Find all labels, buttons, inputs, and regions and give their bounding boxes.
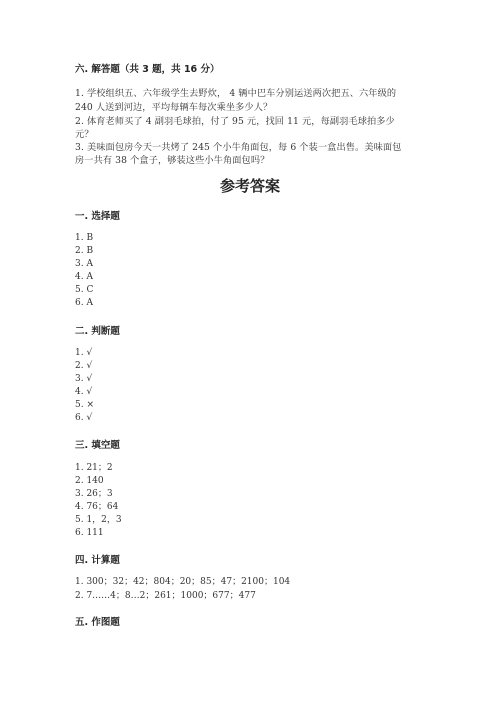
answer-item: 5. 1，2，3	[75, 515, 122, 525]
answers-section-heading: 四. 计算题	[75, 555, 120, 566]
answers-section-heading: 二. 判断题	[75, 326, 120, 337]
answer-item: 4. A	[75, 272, 93, 282]
answers-section-heading: 三. 填空题	[75, 440, 120, 451]
answer-item: 1. B	[75, 233, 94, 243]
answer-item: 4. 76；64	[75, 502, 119, 512]
answer-item: 3. 26；3	[75, 489, 113, 499]
answer-item: 1. 21；2	[75, 463, 113, 473]
answer-item: 2. 140	[75, 476, 104, 486]
answers-section-heading: 五. 作图题	[75, 617, 120, 628]
answer-item: 6. A	[75, 298, 93, 308]
answer-item: 3. √	[75, 374, 93, 384]
answers-section-heading: 一. 选择题	[75, 211, 120, 222]
question-3-line-2: 房一共有 38 个盒子，够装这些小牛角面包吗？	[75, 155, 270, 166]
answer-item: 2. √	[75, 361, 93, 371]
answer-item: 5. C	[75, 285, 94, 295]
question-1-line-1: 1. 学校组织五、六年级学生去野炊， 4 辆中巴车分别运送两次把五、六年级的	[75, 88, 397, 99]
answer-item: 6. √	[75, 413, 93, 423]
answer-item: 5. ×	[75, 400, 94, 410]
answer-item: 2. 7……4；8…2；261；1000；677；477	[75, 591, 256, 601]
answers-title: 参考答案	[219, 177, 280, 195]
section-heading: 六. 解答题（共 3 题，共 16 分）	[75, 64, 220, 75]
question-2-line-1: 2. 体育老师买了 4 副羽毛球拍，付了 95 元，找回 11 元，每副羽毛球拍多少	[75, 116, 395, 127]
question-3-line-1: 3. 美味面包房今天一共烤了 245 个小牛角面包，每 6 个装一盒出售。美味面包	[75, 142, 402, 153]
answer-item: 4. √	[75, 387, 93, 397]
question-1-line-2: 240 人送到河边，平均每辆车每次乘坐多少人？	[75, 102, 273, 113]
question-2-line-2: 元？	[75, 129, 94, 140]
answer-item: 6. 111	[75, 528, 104, 538]
answer-item: 1. 300；32；42；804；20；85；47；2100；104	[75, 577, 291, 587]
answer-item: 1. √	[75, 348, 93, 358]
answer-item: 2. B	[75, 246, 94, 256]
answer-item: 3. A	[75, 259, 93, 269]
